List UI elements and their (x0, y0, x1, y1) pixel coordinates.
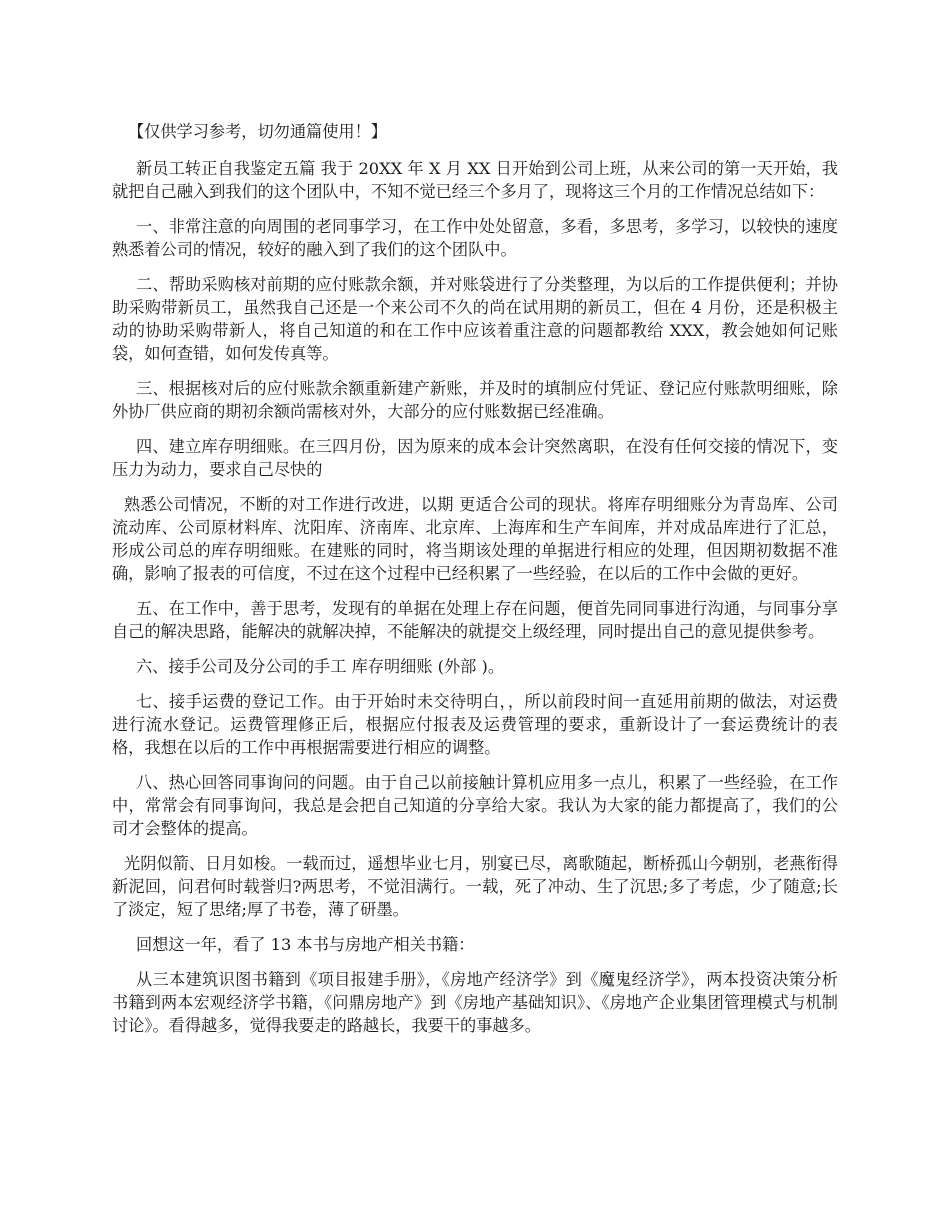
paragraph-books-intro: 回想这一年，看了 13 本书与房地产相关书籍： (136, 935, 475, 954)
paragraph-item-8: 八、热心回答同事询问的问题。由于自己以前接触计算机应用多一点儿，积累了一些经验，在工作中，常常会有同事询问，我总是会把自己知道的分享给大家。我认为大家的能力都提高了，我们的公司才会整体的提高。 (112, 773, 838, 838)
paragraph-item-4-continued: 熟悉公司情况，不断的对工作进行改进，以期 更适合公司的现状。将库存明细账分为青岛库、公司流动库、公司原材料库、沈阳库、济南库、北京库、上海库和生产车间库，并对成品库进行了汇总，形成公司总的库存明细账。在建账的同时，将当期该处理的单据进行相应的处理，但因期初数据不准确，影响了报表的可信度，不过在这个过程中已经积累了一些经验，在以后的工作中会做的更好。 (112, 495, 838, 583)
paragraph-item-1: 一、非常注意的向周围的老同事学习，在工作中处处留意，多看，多思考，多学习，以较快的速度熟悉着公司的情况，较好的融入到了我们的这个团队中。 (112, 217, 838, 259)
paragraph-item-6: 六、接手公司及分公司的手工 库存明细账 (外部 )。 (136, 657, 505, 676)
paragraph-item-4: 四、建立库存明细账。在三四月份，因为原来的成本会计突然离职，在没有任何交接的情况下，变压力为动力，要求自己尽快的 (112, 437, 838, 479)
paragraph-item-3: 三、根据核对后的应付账款余额重新建产新账，并及时的填制应付凭证、登记应付账款明细账，除外协厂供应商的期初余额尚需核对外，大部分的应付账数据已经准确。 (112, 379, 838, 421)
paragraph-item-5: 五、在工作中，善于思考，发现有的单据在处理上存在问题，便首先同同事进行沟通，与同事分享自己的解决思路，能解决的就解决掉，不能解决的就提交上级经理，同时提出自己的意见提供参考。 (112, 599, 838, 641)
paragraph-item-7: 七、接手运费的登记工作。由于开始时未交待明白，，所以前段时间一直延用前期的做法，对运费进行流水登记。运费管理修正后，根据应付报表及运费管理的要求，重新设计了一套运费统计的表格，我想在以后的工作中再根据需要进行相应的调整。 (112, 692, 838, 757)
paragraph-books-list: 从三本建筑识图书籍到《项目报建手册》，《房地产经济学》到《魔鬼经济学》，两本投资决策分析书籍到两本宏观经济学书籍，《问鼎房地产》到《房地产基础知识》、《房地产企业集团管理模式与机制讨论》。看得越多，觉得我要走的路越长，我要干的事越多。 (112, 970, 838, 1035)
paragraph-intro: 新员工转正自我鉴定五篇 我于 20XX 年 X 月 XX 日开始到公司上班，从来公司的第一天开始，我就把自己融入到我们的这个团队中，不知不觉已经三个多月了，现将这三个月的工作情况总结如下： (112, 159, 838, 201)
paragraph-reflection: 光阴似箭、日月如梭。一载而过，遥想毕业七月，别宴已尽，离歌随起，断桥孤山今朝别，老燕衔得新泥回，问君何时载誉归?两思考，不觉泪满行。一载，死了冲动、生了沉思;多了考虑，少了随意;长了淡定，短了思绪;厚了书卷，薄了研墨。 (112, 854, 838, 919)
paragraph-item-2: 二、帮助采购核对前期的应付账款余额，并对账袋进行了分类整理，为以后的工作提供便利；并协助采购带新员工，虽然我自己还是一个来公司不久的尚在试用期的新员工，但在 4 月份，还是积极主动的协助采购带新人，将自己知道的和在工作中应该着重注意的问题都教给 XXX，教会她如何记账袋，如何查错，如何发传真等。 (112, 275, 838, 363)
document-page (112, 120, 838, 1049)
usage-notice: 【仅供学习参考，切勿通篇使用！】 (128, 122, 387, 141)
